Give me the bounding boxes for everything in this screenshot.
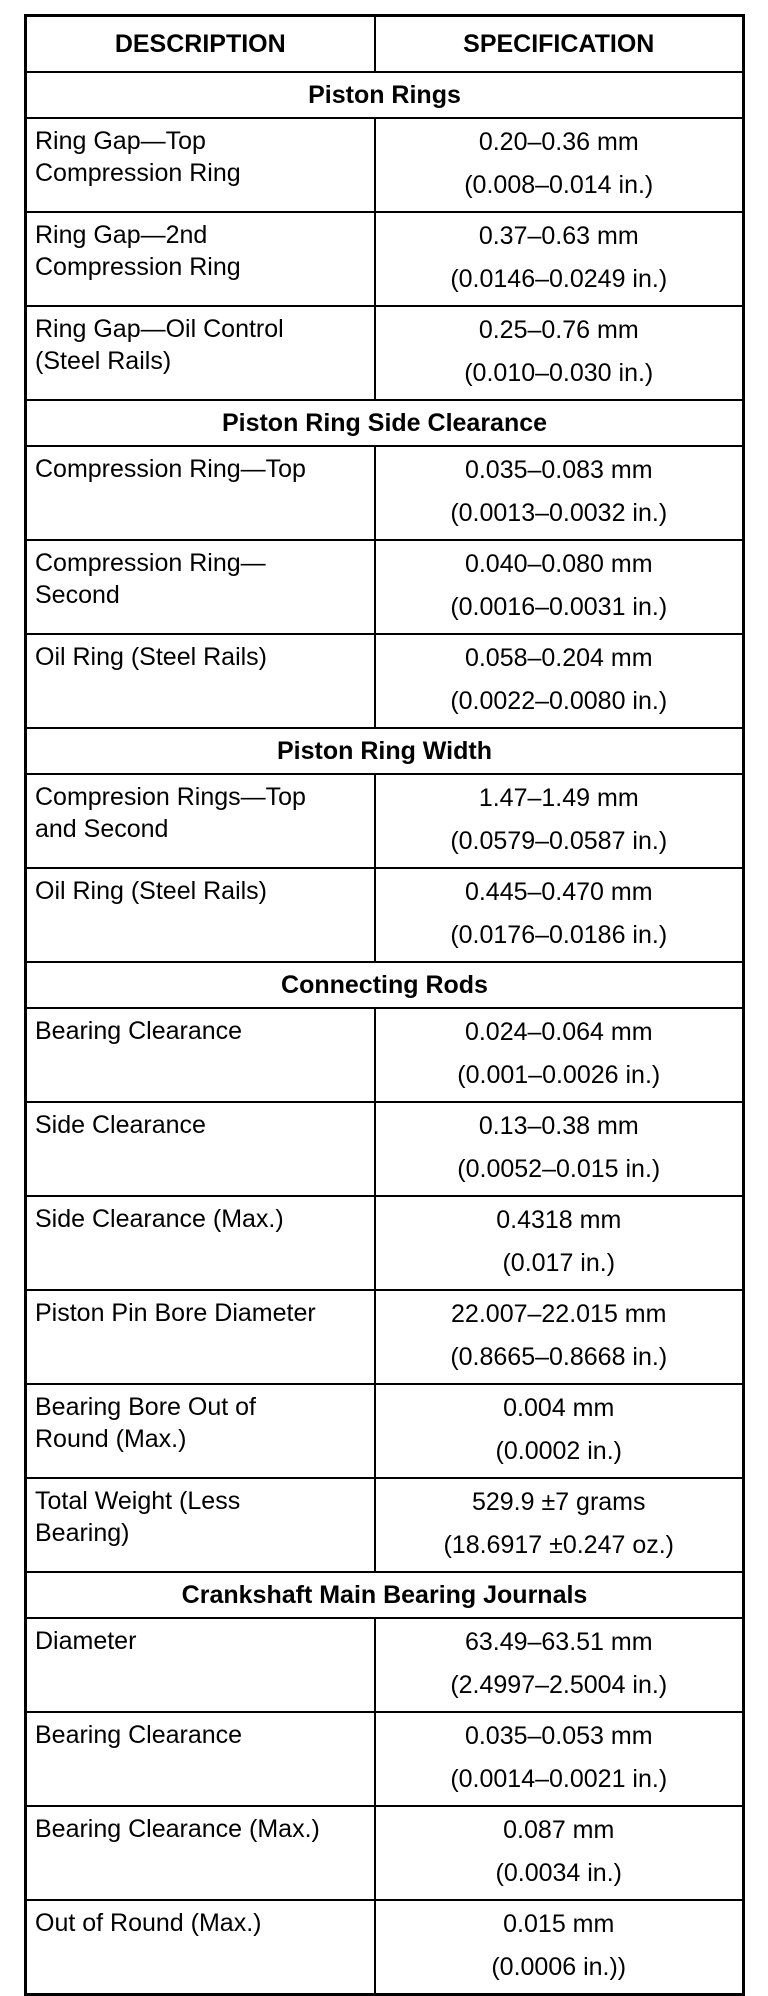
description-cell bbox=[26, 306, 375, 400]
table-row bbox=[26, 774, 744, 868]
specification-cell bbox=[375, 1102, 744, 1196]
section-title: Piston Ring Side Clearance bbox=[26, 400, 744, 446]
specification-table bbox=[24, 14, 745, 1996]
description-cell bbox=[26, 1102, 375, 1196]
section-header-row bbox=[26, 728, 744, 774]
description-line: Total Weight (Less bbox=[35, 1487, 241, 1515]
specification-cell bbox=[375, 1196, 744, 1290]
specification-cell bbox=[375, 868, 744, 962]
description-cell bbox=[26, 212, 375, 306]
specification-cell bbox=[375, 540, 744, 634]
imperial-value: (0.010–0.030 in.) bbox=[464, 359, 654, 387]
description-line: Bearing Clearance bbox=[35, 1017, 243, 1045]
table-row bbox=[26, 540, 744, 634]
description-cell bbox=[26, 1712, 375, 1806]
metric-value: 0.25–0.76 mm bbox=[478, 316, 639, 344]
table-row bbox=[26, 1008, 744, 1102]
imperial-value: (0.0146–0.0249 in.) bbox=[450, 265, 668, 293]
metric-value: 0.015 mm bbox=[503, 1910, 615, 1938]
metric-value: 0.040–0.080 mm bbox=[464, 550, 653, 578]
description-line: Oil Ring (Steel Rails) bbox=[35, 877, 268, 905]
table-row bbox=[26, 306, 744, 400]
description-line: Bearing Clearance bbox=[35, 1721, 243, 1749]
description-cell bbox=[26, 540, 375, 634]
imperial-value: (0.0052–0.015 in.) bbox=[457, 1155, 661, 1183]
description-line: Ring Gap—Top bbox=[35, 127, 206, 155]
description-cell bbox=[26, 868, 375, 962]
imperial-value: (0.0022–0.0080 in.) bbox=[450, 687, 668, 715]
specification-cell bbox=[375, 1712, 744, 1806]
specification-cell bbox=[375, 1008, 744, 1102]
section-header-row bbox=[26, 962, 744, 1008]
table-row bbox=[26, 634, 744, 728]
section-title: Connecting Rods bbox=[26, 962, 744, 1008]
specification-cell bbox=[375, 446, 744, 540]
metric-value: 0.024–0.064 mm bbox=[464, 1018, 653, 1046]
imperial-value: (0.017 in.) bbox=[502, 1249, 616, 1277]
description-cell bbox=[26, 1008, 375, 1102]
imperial-value: (0.001–0.0026 in.) bbox=[457, 1061, 661, 1089]
description-column-header: DESCRIPTION bbox=[26, 16, 375, 73]
specification-cell bbox=[375, 1900, 744, 1995]
table-row bbox=[26, 1712, 744, 1806]
header-row bbox=[26, 16, 744, 73]
description-cell bbox=[26, 1478, 375, 1572]
specification-cell bbox=[375, 1618, 744, 1712]
description-line: Side Clearance (Max.) bbox=[35, 1205, 284, 1233]
table-header bbox=[26, 16, 744, 73]
metric-value: 0.035–0.053 mm bbox=[464, 1722, 653, 1750]
metric-value: 0.4318 mm bbox=[496, 1206, 622, 1234]
specification-column-header: SPECIFICATION bbox=[375, 16, 744, 73]
description-line: Compression Ring—Top bbox=[35, 455, 306, 483]
imperial-value: (0.008–0.014 in.) bbox=[464, 171, 654, 199]
section-title: Piston Rings bbox=[26, 72, 744, 118]
table-row bbox=[26, 1900, 744, 1995]
metric-value: 22.007–22.015 mm bbox=[451, 1300, 667, 1328]
description-cell bbox=[26, 1196, 375, 1290]
specification-cell bbox=[375, 1478, 744, 1572]
imperial-value: (0.0034 in.) bbox=[495, 1859, 622, 1887]
metric-value: 0.37–0.63 mm bbox=[478, 222, 639, 250]
imperial-value: (0.0014–0.0021 in.) bbox=[450, 1765, 668, 1793]
description-line: Ring Gap—2nd bbox=[35, 221, 208, 249]
table-row bbox=[26, 1384, 744, 1478]
description-cell bbox=[26, 774, 375, 868]
imperial-value: (0.0579–0.0587 in.) bbox=[450, 827, 668, 855]
specification-cell bbox=[375, 118, 744, 212]
description-line: Oil Ring (Steel Rails) bbox=[35, 643, 268, 671]
section-header-row bbox=[26, 72, 744, 118]
section-title: Piston Ring Width bbox=[26, 728, 744, 774]
imperial-value: (0.0176–0.0186 in.) bbox=[450, 921, 668, 949]
description-line: Round (Max.) bbox=[35, 1425, 187, 1453]
description-cell bbox=[26, 634, 375, 728]
description-line: (Steel Rails) bbox=[35, 347, 172, 375]
description-cell bbox=[26, 1290, 375, 1384]
section-header-row bbox=[26, 400, 744, 446]
imperial-value: (2.4997–2.5004 in.) bbox=[450, 1671, 668, 1699]
metric-value: 0.13–0.38 mm bbox=[478, 1112, 639, 1140]
specification-cell bbox=[375, 1384, 744, 1478]
table-row bbox=[26, 1618, 744, 1712]
imperial-value: (0.0016–0.0031 in.) bbox=[450, 593, 668, 621]
metric-value: 63.49–63.51 mm bbox=[464, 1628, 653, 1656]
imperial-value: (0.0002 in.) bbox=[495, 1437, 622, 1465]
imperial-value: (18.6917 ±0.247 oz.) bbox=[443, 1531, 675, 1559]
specification-cell bbox=[375, 774, 744, 868]
description-line: Compression Ring bbox=[35, 253, 241, 281]
description-line: Ring Gap—Oil Control bbox=[35, 315, 284, 343]
description-line: Second bbox=[35, 581, 120, 609]
section-header-row bbox=[26, 1572, 744, 1618]
table-row bbox=[26, 118, 744, 212]
description-line: Bearing Clearance (Max.) bbox=[35, 1815, 320, 1843]
description-cell bbox=[26, 446, 375, 540]
imperial-value: (0.0006 in.)) bbox=[491, 1953, 627, 1981]
specification-cell bbox=[375, 306, 744, 400]
table-row bbox=[26, 212, 744, 306]
section-title: Crankshaft Main Bearing Journals bbox=[26, 1572, 744, 1618]
metric-value: 1.47–1.49 mm bbox=[478, 784, 639, 812]
table-body bbox=[26, 72, 744, 1995]
table-row bbox=[26, 1478, 744, 1572]
description-line: Out of Round (Max.) bbox=[35, 1909, 262, 1937]
description-line: Side Clearance bbox=[35, 1111, 206, 1139]
metric-value: 0.087 mm bbox=[503, 1816, 615, 1844]
metric-value: 0.20–0.36 mm bbox=[478, 128, 639, 156]
description-line: Diameter bbox=[35, 1627, 137, 1655]
table-row bbox=[26, 1196, 744, 1290]
description-line: Compression Ring bbox=[35, 159, 241, 187]
imperial-value: (0.0013–0.0032 in.) bbox=[450, 499, 668, 527]
description-line: Piston Pin Bore Diameter bbox=[35, 1299, 316, 1327]
metric-value: 0.004 mm bbox=[503, 1394, 615, 1422]
metric-value: 0.035–0.083 mm bbox=[464, 456, 653, 484]
description-line: Bearing Bore Out of bbox=[35, 1393, 256, 1421]
description-cell bbox=[26, 118, 375, 212]
description-cell bbox=[26, 1618, 375, 1712]
table-row bbox=[26, 446, 744, 540]
description-line: Compresion Rings—Top bbox=[35, 783, 306, 811]
description-line: and Second bbox=[35, 815, 169, 843]
table-row bbox=[26, 868, 744, 962]
table-row bbox=[26, 1290, 744, 1384]
specification-cell bbox=[375, 634, 744, 728]
metric-value: 529.9 ±7 grams bbox=[471, 1488, 646, 1516]
specification-cell bbox=[375, 1290, 744, 1384]
description-cell bbox=[26, 1384, 375, 1478]
description-line: Bearing) bbox=[35, 1519, 130, 1547]
specification-cell bbox=[375, 212, 744, 306]
table-row bbox=[26, 1102, 744, 1196]
imperial-value: (0.8665–0.8668 in.) bbox=[450, 1343, 668, 1371]
description-cell bbox=[26, 1900, 375, 1995]
metric-value: 0.058–0.204 mm bbox=[464, 644, 653, 672]
metric-value: 0.445–0.470 mm bbox=[464, 878, 653, 906]
description-line: Compression Ring— bbox=[35, 549, 266, 577]
